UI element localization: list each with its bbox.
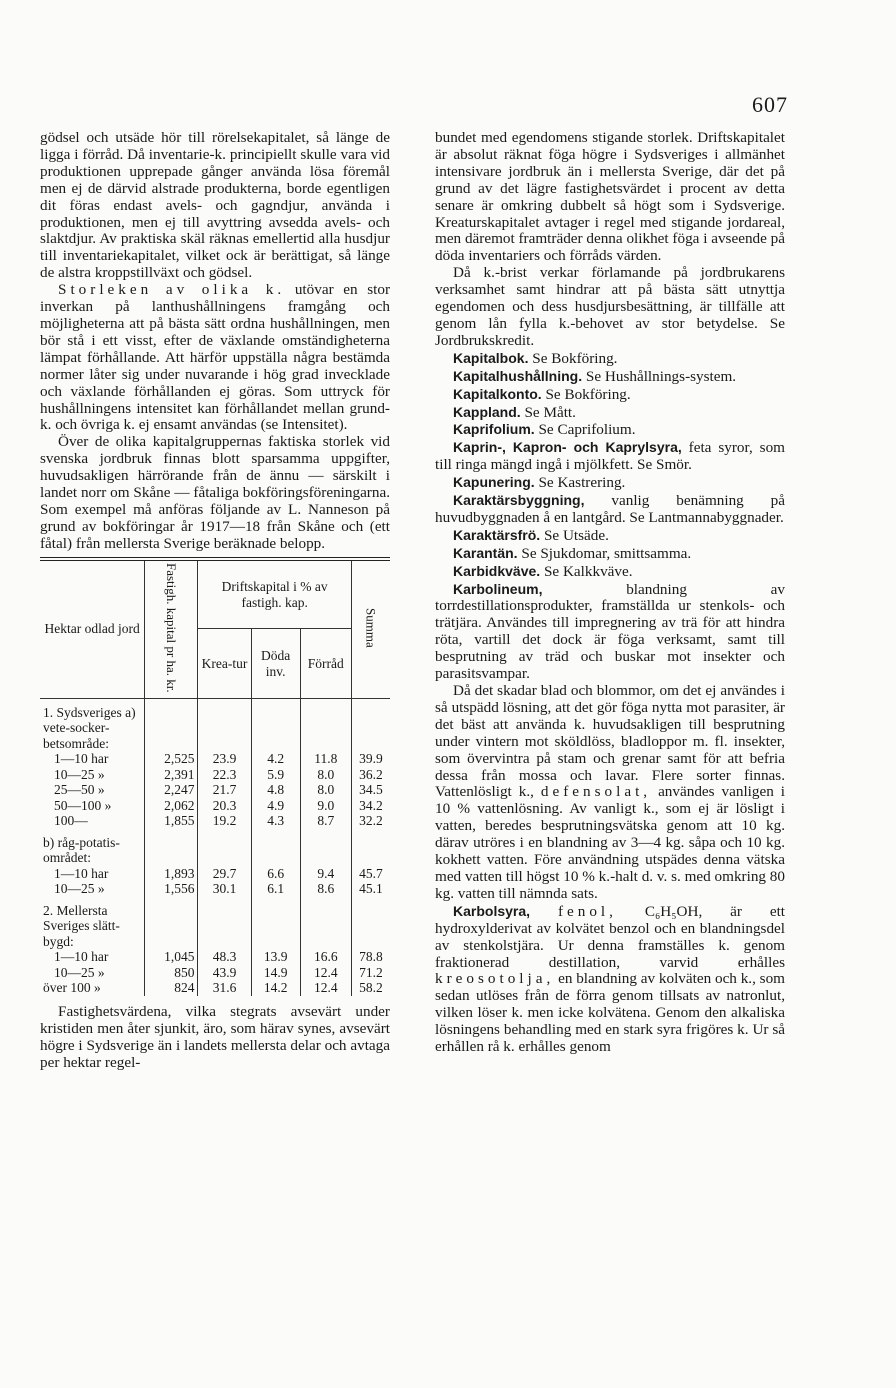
paragraph-karbolineum-2: Då det skadar blad och blommor, om det ej användes i så utspädd lösning, att det gör föga nytta mot parasiter, är det bäst att använda k. huvudsakligen till besprutning under vintern mot sköldlöss, bladloppor m. fl. insekter, som övervintra på stam och grenar samt för att befria dessa från mossa och lavar. Flere sorter finnas. Vattenlösligt k., defensolat, användes vanligen i 10 % vattenlösning. Av vanligt k., som ej är lösligt i vatten, beredes besprutningsvätska genom att 10 kg. därav utröres i en blandning av 3—4 kg. såpa och 10 kg. kokhett vatten. Före användning utspädes denna vätska med vatten till högst 10 % k.-halt d. v. s. med omkring 80 kg. vatten till nämnda sats. — [435, 682, 786, 902]
entry-kapitalbok: Kapitalbok. Se Bokföring. — [453, 349, 618, 367]
entry-karaktarsbyggning: Karaktärsbyggning, vanlig benämning på huvudbyggnaden å en lantgård. Se Lantmannabyggnader. — [435, 492, 785, 526]
table-row: 10—25 » 850 43.9 14.9 12.4 71.2 — [40, 965, 390, 981]
capital-stats-table — [40, 561, 390, 996]
header-hektar: Hektar odlad jord — [40, 561, 145, 699]
entry-kapitalkonto: Kapitalkonto. Se Bokföring. — [453, 385, 631, 403]
table-row: 100— 1,855 19.2 4.3 8.7 32.2 — [40, 813, 390, 829]
entry-karbidkvave: Karbidkväve. Se Kalkkväve. — [453, 562, 633, 580]
table-row: 10—25 » 2,391 22.3 5.9 8.0 36.2 — [40, 767, 390, 783]
header-summa: Summa — [351, 561, 390, 699]
entry-kappland: Kappland. Se Mått. — [453, 403, 576, 421]
group-label: 2. Mellersta Sveriges slätt-bygd: — [43, 902, 120, 949]
entry-kapunering: Kapunering. Se Kastrering. — [453, 474, 626, 492]
entry-kaprifolium: Kaprifolium. Se Caprifolium. — [453, 421, 636, 439]
header-fastigh-kapital: Fastigh. kapital pr ha. kr. — [145, 561, 198, 699]
table-row: 1—10 har 2,525 23.9 4.2 11.8 39.9 — [40, 751, 390, 767]
paragraph-storleken-text: utövar en stor inverkan på lanthushållningens framgång och möjligheterna att på bästa sätt ordna hushållningen, men bör stå i ett visst, efter de växlande omständigheterna lämpat förhållande. Att härför uppställa några bestämda normer låter sig under nuvarande i hög grad invecklade och växlande förhållanden ej göras. Som uttryck för hushållningens intensitet kan förhållandet mellan grund-k. och övriga k. ej ensamt användas (se Intensitet). — [40, 281, 390, 434]
capital-table — [40, 557, 390, 996]
page-number: 607 — [752, 92, 788, 117]
right-column — [435, 130, 785, 1056]
header-driftskapital: Driftskapital i % av fastigh. kap. — [198, 561, 351, 629]
left-column — [40, 130, 390, 1071]
paragraph-kapitalgrupper: Över de olika kapitalgruppernas faktiska storlek vid svenska jordbruk finnas blott sparsamma uppgifter, huvudsakligen härrörande från de ännu — särskilt i landet norr om Skåne — fåtaliga bokföringsföreningarna. Som exempel må anföras följande av L. Nanneson på grund av bokföringar år 1917—18 från Skåne och (ett fåtal) från mellersta Sverige beräknade belopp. — [40, 433, 390, 552]
paragraph-bundet: bundet med egendomens stigande storlek. Driftskapitalet är absolut räknat föga högre i Sydsveriges i allmänhet intensivare jordbruk än i mellersta Sverige, där det på grund av det lägre fastighetsvärdet i procent av detta senare är omkring dubbelt så högt som i Sydsverige. Kreaturskapitalet avtager i regel med stigande jordareal, men däremot framträder denna olikhet föga i avseende på döda inventariers och förråds värden. — [435, 129, 786, 265]
header-forrad: Förråd — [300, 629, 351, 698]
table-row: 1—10 har 1,045 48.3 13.9 16.6 78.8 — [40, 949, 390, 965]
table-row: 50—100 » 2,062 20.3 4.9 9.0 34.2 — [40, 798, 390, 814]
group-label: b) råg-potatis-området: — [43, 834, 120, 866]
entry-karaktarsfro: Karaktärsfrö. Se Utsäde. — [453, 526, 609, 544]
spaced-lead: Storleken av olika k. — [58, 281, 286, 299]
entry-karbolsyra: Karbolsyra, fenol, C₆H₅OH, är ett hydroxylderivat av kolvätet benzol och en blandningsdel av stenkolstjära. Ur denna framställes k. genom fraktionerad destillation, varvid erhålles kreosotolja, en blandning av kolväten och k., som sedan utlöses från de förra genom tillsats av natronlut, vilken löser k. men icke kolvätena. Genom den alkaliska lösningens behandling med en stark syra frigöres k. Ur så erhållen rå k. erhålles genom — [435, 902, 786, 1056]
header-kreatur: Krea-tur — [198, 629, 251, 698]
group-label: 1. Sydsveriges a) vete-socker-betsområde: — [43, 704, 136, 751]
table-row: över 100 » 824 31.6 14.2 12.4 58.2 — [40, 980, 390, 996]
table-row: 10—25 » 1,556 30.1 6.1 8.6 45.1 — [40, 881, 390, 897]
paragraph-k-brist: Då k.-brist verkar förlamande på jordbrukarens verksamhet samt hindrar att på bästa sätt utnyttja egendomen och dess husdjursbesättning, är tillfälle att genom lån fylla k.-behovet av stor betydelse. Se Jordbrukskredit. — [435, 264, 785, 349]
paragraph-fastighetsvarden: Fastighetsvärdena, vilka stegrats avsevärt under kristiden men åter sjunkit, äro, som härav synes, avsevärt högre i Sydsverige än i landets mellersta delar och avtaga per hektar regel- — [40, 1002, 390, 1071]
entry-kaprinsyra: Kaprin-, Kapron- och Kaprylsyra, feta syror, som till ringa mängd ingå i mjölkfett. Se Smör. — [435, 439, 785, 474]
entry-karantan: Karantän. Se Sjukdomar, smittsamma. — [453, 544, 692, 562]
paragraph-storleken — [40, 282, 390, 434]
entry-kapitalhushallning: Kapitalhushållning. Se Hushållnings-system. — [453, 367, 737, 385]
entry-karbolineum: Karbolineum, blandning av torrdestillationsprodukter, framställda ur stenkols- och trätjära. Användes till impregnering av trä för att hindra röta, vartill det dock är föga verksamt, samt till besprutning av träd och buskar mot insekter och parasitsvampar. — [435, 580, 785, 683]
table-row: 1—10 har 1,893 29.7 6.6 9.4 45.7 — [40, 866, 390, 882]
header-doda-inv: Döda inv. — [251, 629, 300, 698]
paragraph-rorelsekapital: gödsel och utsäde hör till rörelsekapitalet, så länge de ligga i förråd. Då inventarie-k. principiellt skulle vara vid produktionen upprepade gånger använda lösa föremål men ej de därvid alstrade produkterna, borde egentligen dit föras endast avels- och gagndjur, använda i produktionen, men ej till avyttring avsedda avels- och slaktdjur. Av praktiska skäl räknas emellertid alla husdjur till inventariekapitalet, vilket ock är berättigat, så länge de alstra kroppstillväxt och gödsel. — [40, 129, 390, 282]
table-row: 25—50 » 2,247 21.7 4.8 8.0 34.5 — [40, 782, 390, 798]
